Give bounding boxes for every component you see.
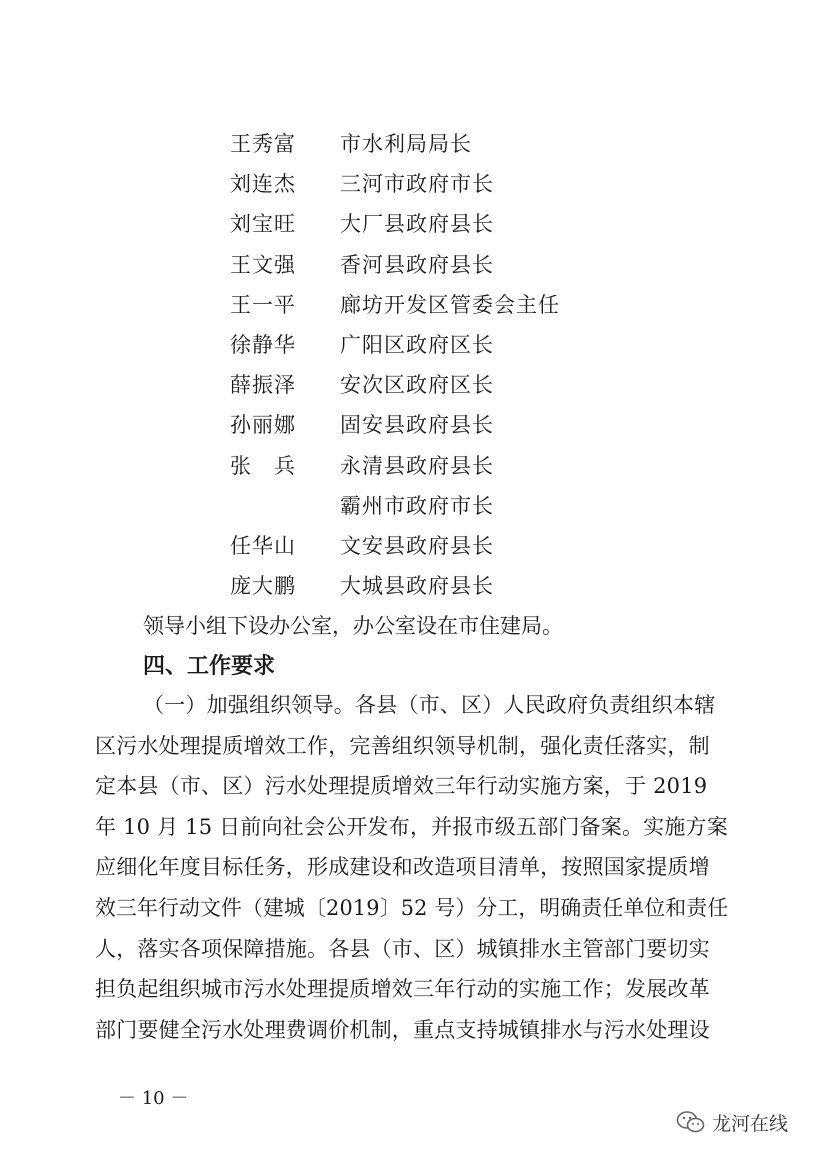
body-line: 人，落实各项保障措施。各县（市、区）城镇排水主管部门要切实	[95, 936, 710, 961]
member-row	[0, 168, 819, 208]
member-name: 孙丽娜	[230, 413, 296, 438]
watermark-text: 龙河在线	[712, 1112, 789, 1135]
member-name: 刘连杰	[230, 172, 296, 197]
member-row	[0, 490, 819, 530]
member-name: 庞大鹏	[230, 574, 296, 599]
body-line: 担负起组织城市污水处理提质增效三年行动的实施工作；发展改革	[95, 977, 710, 1002]
member-row	[0, 289, 819, 329]
member-role: 广阳区政府区长	[340, 333, 494, 357]
body-line: 效三年行动文件（建城〔2019〕52 号）分工，明确责任单位和责任	[95, 896, 729, 920]
office-note: 领导小组下设办公室，办公室设在市住建局。	[143, 614, 563, 638]
member-row	[0, 208, 819, 248]
body-line: 应细化年度目标任务，形成建设和改造项目清单，按照国家提质增	[95, 855, 710, 880]
member-role: 三河市政府市长	[340, 172, 494, 197]
member-role: 香河县政府县长	[340, 252, 494, 277]
body-line: （一）加强组织领导。各县（市、区）人民政府负责组织本辖	[143, 693, 716, 717]
member-name: 王一平	[230, 292, 296, 317]
member-role: 廊坊开发区管委会主任	[340, 292, 560, 317]
member-role: 霸州市政府市长	[340, 493, 494, 518]
member-row	[0, 369, 819, 409]
member-row	[0, 530, 819, 570]
watermark	[676, 1106, 788, 1138]
member-role: 大城县政府县长	[340, 574, 494, 599]
member-row	[0, 249, 819, 289]
member-name: 刘宝旺	[230, 212, 296, 237]
member-role: 固安县政府县长	[340, 413, 494, 438]
body-line: 定本县（市、区）污水处理提质增效三年行动实施方案，于 2019	[95, 774, 708, 799]
member-name: 王秀富	[230, 132, 296, 156]
member-name: 徐静华	[230, 333, 296, 357]
body-line: 年 10 月 15 日前向社会公开发布，并报市级五部门备案。实施方案	[95, 814, 728, 839]
member-role: 大厂县政府县长	[340, 212, 494, 237]
member-row	[0, 128, 819, 168]
page-number: － 10 －	[118, 1088, 189, 1109]
member-role: 文安县政府县长	[340, 534, 494, 558]
wechat-icon	[676, 1109, 706, 1135]
member-row	[0, 329, 819, 369]
member-name: 任华山	[230, 534, 296, 558]
body-line: 区污水处理提质增效工作，完善组织领导机制，强化责任落实，制	[95, 733, 710, 758]
member-row	[0, 570, 819, 610]
body-line: 部门要健全污水处理费调价机制，重点支持城镇排水与污水处理设	[95, 1017, 710, 1042]
member-name: 薛振泽	[230, 373, 296, 398]
member-role: 市水利局局长	[340, 132, 472, 156]
section-heading: 四、工作要求	[143, 654, 276, 679]
member-role: 永清县政府县长	[340, 453, 494, 478]
member-name: 王文强	[230, 252, 296, 277]
member-role: 安次区政府区长	[340, 373, 494, 398]
member-row	[0, 409, 819, 449]
member-name: 张 兵	[230, 453, 296, 478]
member-row	[0, 450, 819, 490]
